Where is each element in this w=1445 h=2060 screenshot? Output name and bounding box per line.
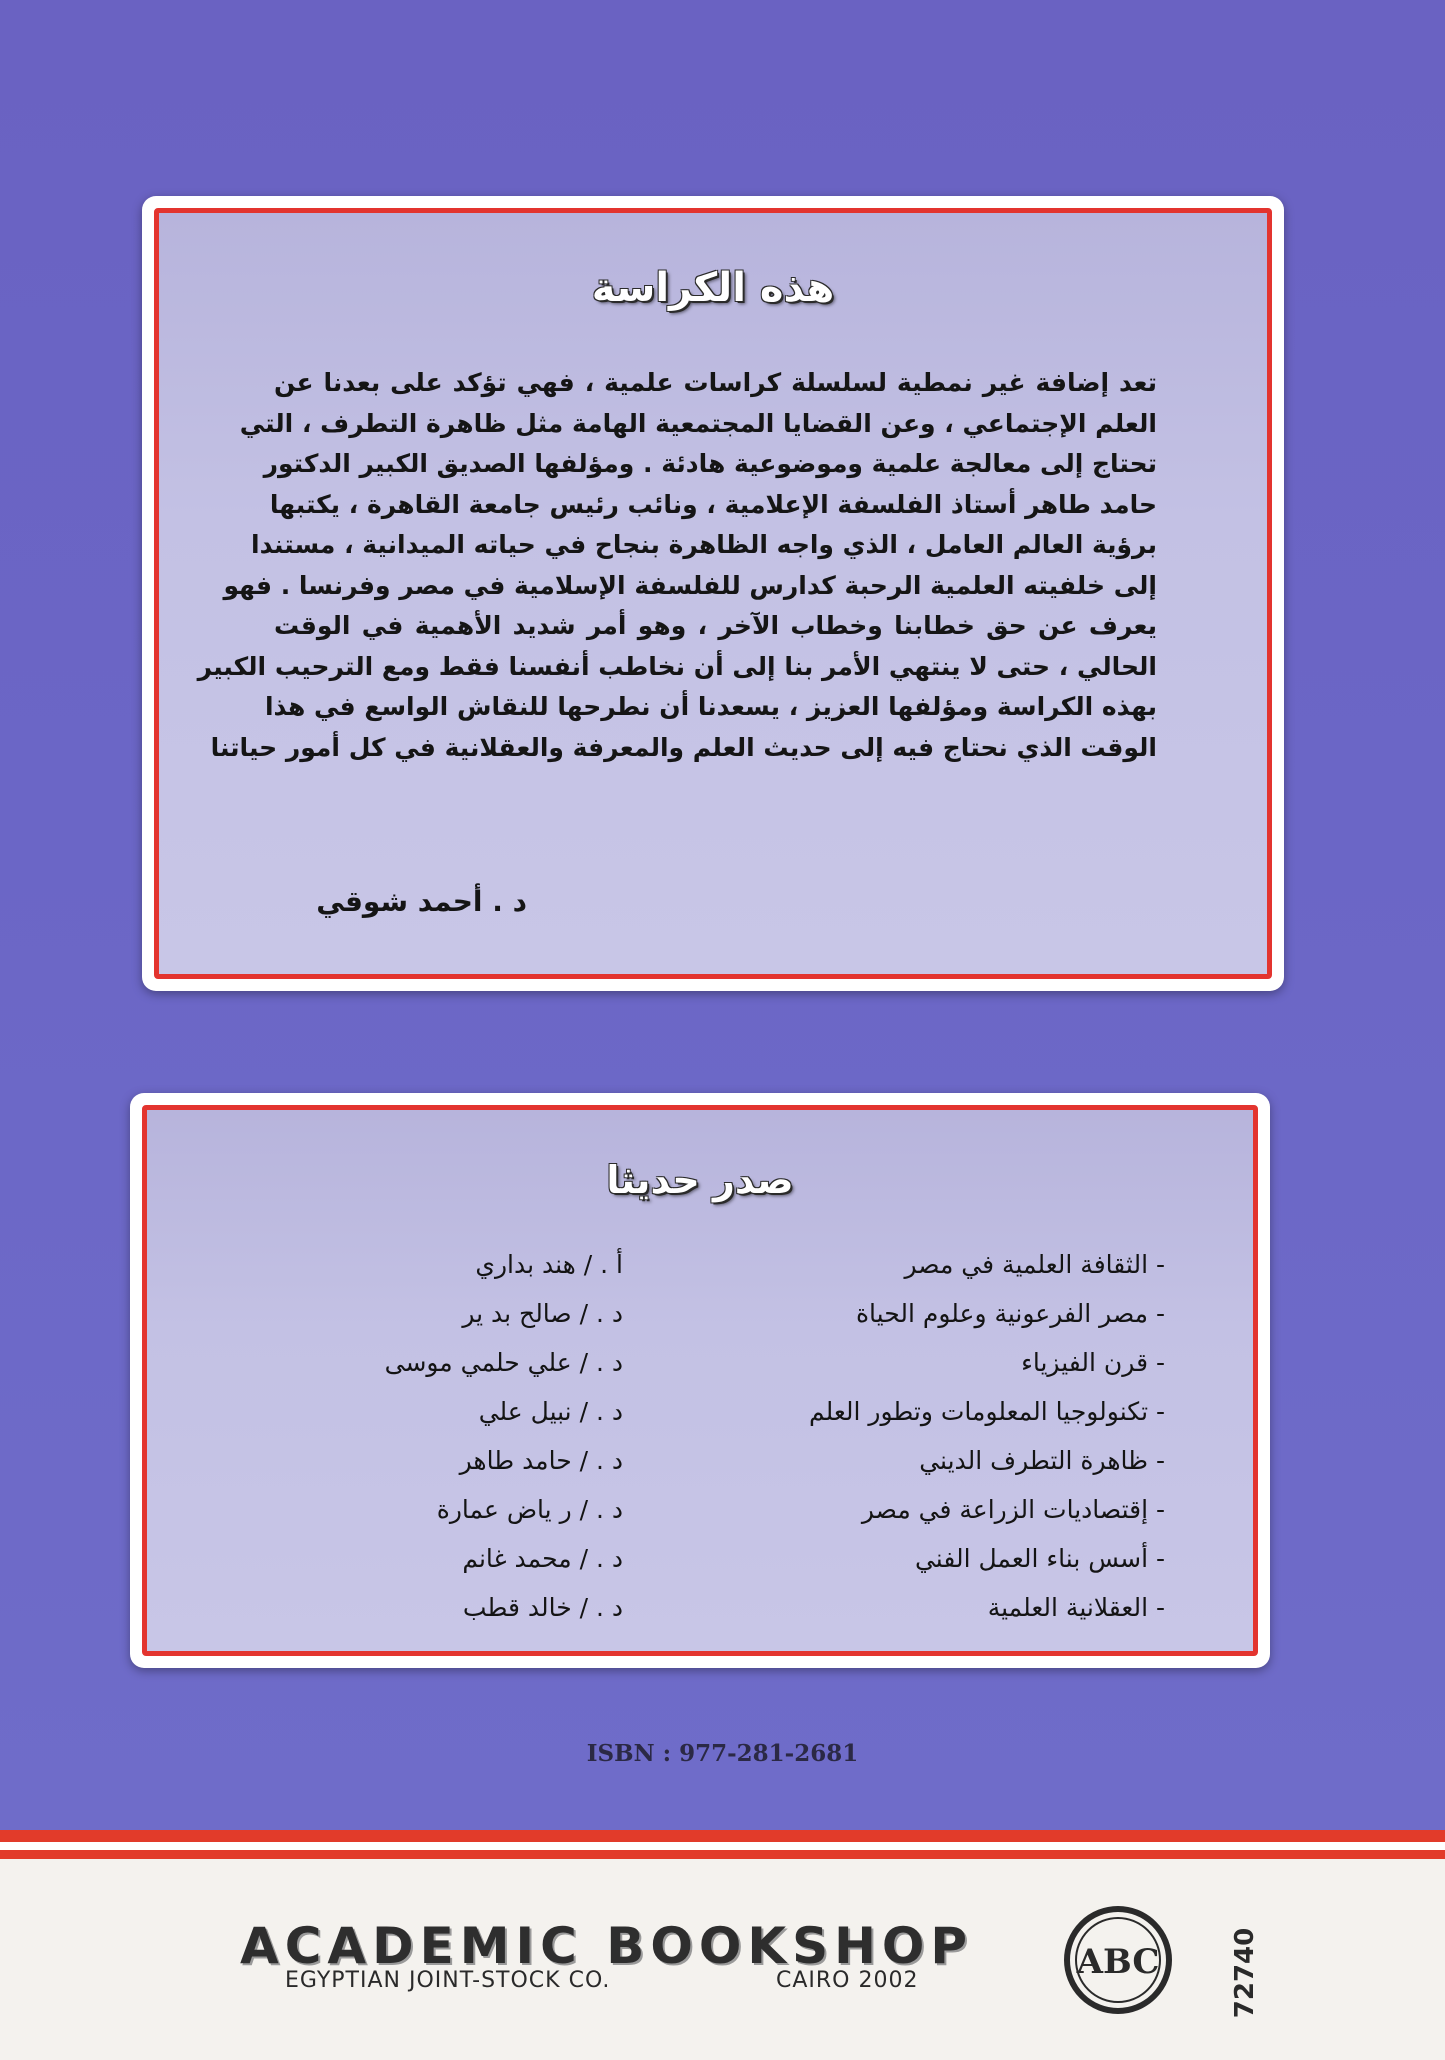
list-item: - ظاهرة التطرف الديني bbox=[919, 1446, 1165, 1475]
list-item: - الثقافة العلمية في مصر bbox=[904, 1250, 1165, 1279]
recent-panel-frame bbox=[142, 1105, 1258, 1656]
list-item-author: د . / خالد قطب bbox=[462, 1593, 623, 1622]
about-panel-frame bbox=[154, 208, 1272, 979]
list-item: - تكنولوجيا المعلومات وتطور العلم bbox=[808, 1397, 1165, 1426]
about-signature: د . أحمد شوقي bbox=[316, 885, 527, 918]
list-item-author: د . / محمد غانم bbox=[462, 1544, 623, 1573]
white-stripe bbox=[0, 1842, 1445, 1850]
about-line-1: تعد إضافة غير نمطية لسلسلة كراسات علمية ، فهي تؤكد على بعدنا عن bbox=[274, 368, 1157, 397]
recent-panel bbox=[130, 1093, 1270, 1668]
list-item-author: د . / علي حلمي موسى bbox=[384, 1348, 623, 1377]
list-item: - مصر الفرعونية وعلوم الحياة bbox=[855, 1299, 1165, 1328]
list-item: - أسس بناء العمل الفني bbox=[914, 1544, 1165, 1573]
logo-letters: ABC bbox=[1076, 1942, 1160, 1982]
about-line-10: الوقت الذي نحتاج فيه إلى حديث العلم والمعرفة والعقلانية في كل أمور حياتنا bbox=[210, 732, 1157, 762]
publisher-logo-icon bbox=[1063, 1905, 1173, 2015]
list-item: - قرن الفيزياء bbox=[1021, 1348, 1165, 1377]
about-line-6: إلى خلفيته العلمية الرحبة كدارس للفلسفة الإسلامية في مصر وفرنسا . فهو bbox=[223, 570, 1157, 600]
list-item-author: د . / حامد طاهر bbox=[459, 1446, 623, 1475]
about-line-8: الحالي ، حتى لا ينتهي الأمر بنا إلى أن نخاطب أنفسنا فقط ومع الترحيب الكبير bbox=[197, 651, 1157, 681]
publisher-place-year: CAIRO 2002 bbox=[776, 1968, 919, 1993]
recent-title: صدر حديثا bbox=[606, 1158, 794, 1202]
publisher-name: ACADEMIC BOOKSHOP bbox=[240, 1917, 974, 1975]
recent-titles-list bbox=[605, 1240, 1165, 1632]
about-line-7: يعرف عن حق خطابنا وخطاب الآخر ، وهو أمر شديد الأهمية في الوقت bbox=[274, 611, 1157, 640]
publisher-subtitle: EGYPTIAN JOINT-STOCK CO. bbox=[285, 1968, 611, 1993]
about-line-3: تحتاج إلى معالجة علمية وموضوعية هادئة . ومؤلفها الصديق الكبير الدكتور bbox=[263, 449, 1157, 478]
about-title: هذه الكراسة bbox=[591, 265, 835, 311]
about-line-5: برؤية العالم العامل ، الذي واجه الظاهرة بنجاح في حياته الميدانية ، مستندا bbox=[251, 530, 1157, 559]
list-item-author: د . / نبيل علي bbox=[478, 1397, 623, 1426]
list-item: - العقلانية العلمية bbox=[987, 1593, 1165, 1622]
about-panel bbox=[142, 196, 1284, 991]
recent-authors-list bbox=[283, 1240, 623, 1632]
list-item-author: د . / صالح بد ير bbox=[462, 1299, 623, 1328]
about-body bbox=[197, 363, 1157, 768]
list-item-author: د . / ر ياض عمارة bbox=[436, 1495, 623, 1524]
about-line-4: حامد طاهر أستاذ الفلسفة الإعلامية ، ونائب رئيس جامعة القاهرة ، يكتبها bbox=[269, 489, 1157, 519]
isbn-label: ISBN : 977-281-2681 bbox=[586, 1740, 859, 1767]
red-stripe-lower bbox=[0, 1850, 1445, 1859]
about-line-2: العلم الإجتماعي ، وعن القضايا المجتمعية الهامة مثل ظاهرة التطرف ، التي bbox=[239, 408, 1157, 438]
about-line-9: بهذه الكراسة ومؤلفها العزيز ، يسعدنا أن نطرحها للنقاش الواسع في هذا bbox=[264, 692, 1157, 721]
catalog-code: 72740 bbox=[1230, 1927, 1260, 2019]
list-item: - إقتصاديات الزراعة في مصر bbox=[861, 1495, 1165, 1524]
list-item-author: أ . / هند بداري bbox=[475, 1250, 623, 1279]
red-stripe bbox=[0, 1830, 1445, 1842]
